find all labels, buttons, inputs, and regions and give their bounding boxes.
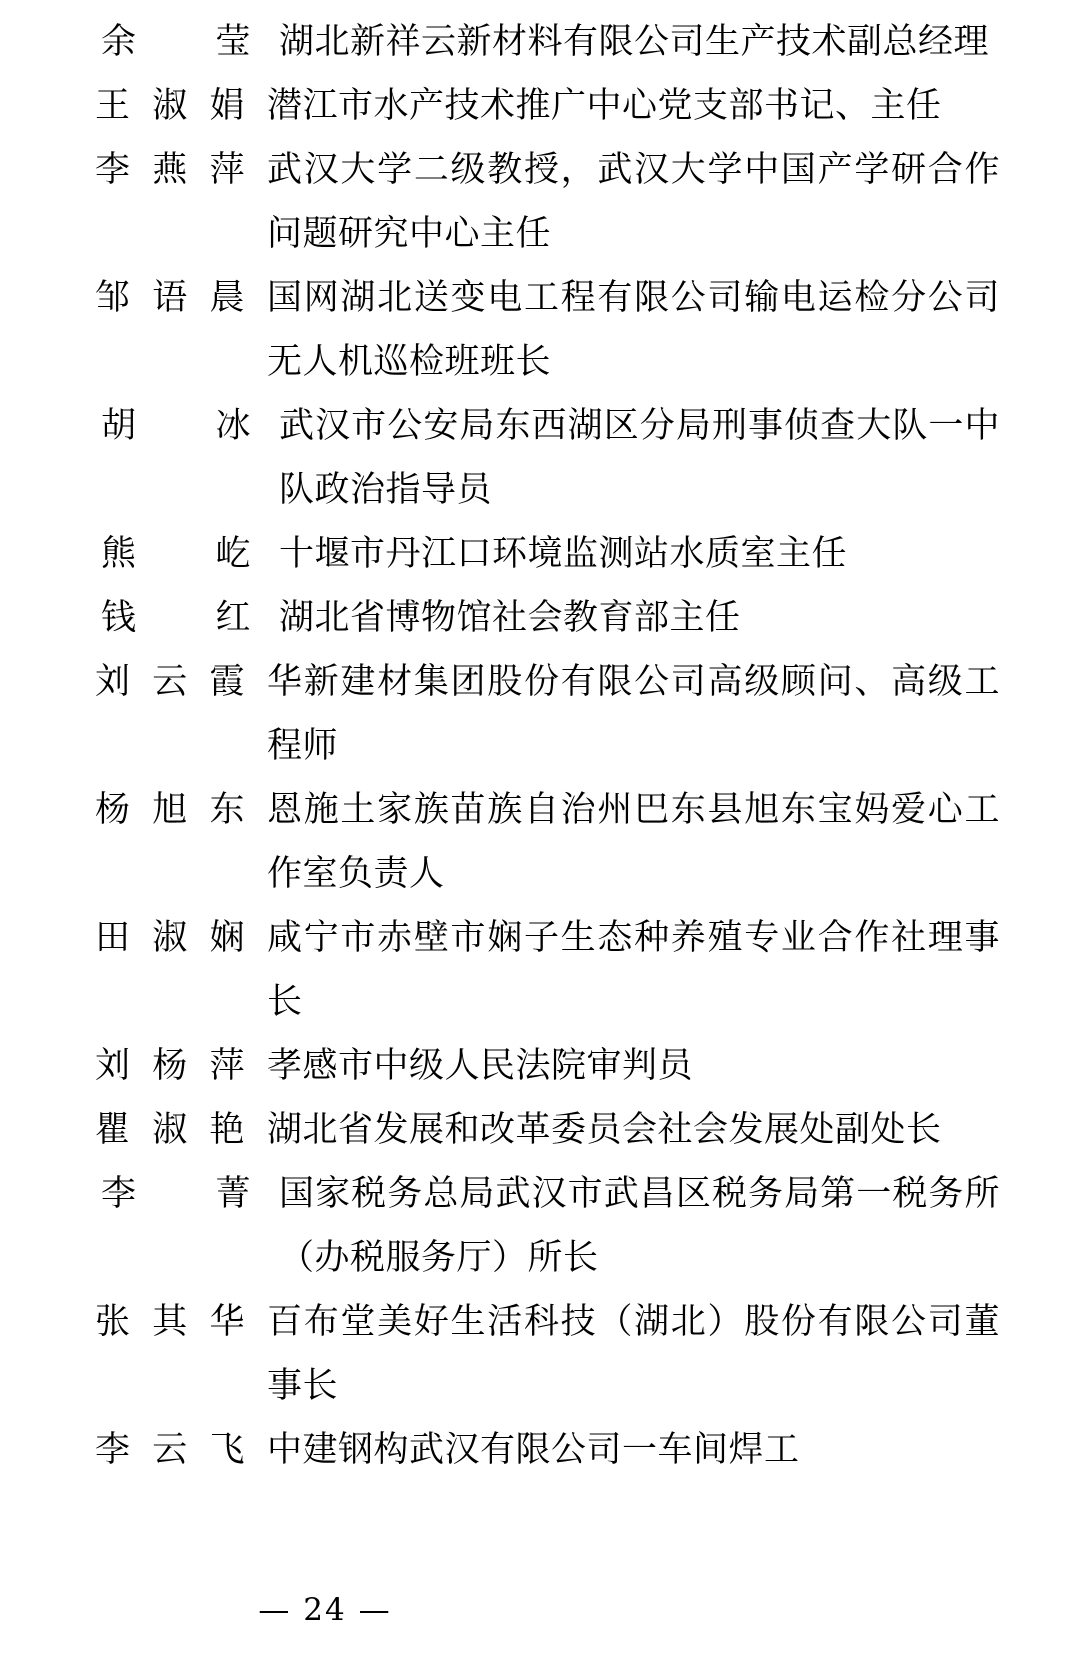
list-item: [95, 1290, 1000, 1418]
page-number: — 24 —: [258, 1592, 392, 1628]
entry-description: 百布堂美好生活科技（湖北）股份有限公司董事长: [267, 1302, 1000, 1406]
entry-description: 中建钢构武汉有限公司一车间焊工: [267, 1430, 800, 1470]
entry-description: 湖北新祥云新材料有限公司生产技术副总经理: [279, 22, 990, 62]
entry-name: 熊 屹: [101, 534, 251, 574]
list-item: [95, 650, 1000, 778]
list-item: [95, 394, 1000, 522]
entry-name: 胡 冰: [101, 406, 251, 446]
page-footer: [0, 1592, 1080, 1628]
list-item: [95, 138, 1000, 266]
list-item: [95, 1098, 1000, 1162]
entry-name: 刘杨萍: [95, 1046, 245, 1086]
list-item: [95, 522, 1000, 586]
entry-description: 恩施土家族苗族自治州巴东县旭东宝妈爱心工作室负责人: [267, 790, 1000, 894]
entry-name: 李云飞: [95, 1430, 245, 1470]
entry-name: 瞿淑艳: [95, 1110, 245, 1150]
entry-description: 武汉市公安局东西湖区分局刑事侦查大队一中队政治指导员: [279, 406, 1000, 510]
entry-description: 国网湖北送变电工程有限公司输电运检分公司无人机巡检班班长: [267, 278, 1000, 382]
entry-description: 咸宁市赤壁市娴子生态种养殖专业合作社理事长: [267, 918, 1000, 1022]
entry-name: 王淑娟: [95, 86, 245, 126]
entry-name: 钱 红: [101, 598, 251, 638]
list-item: [95, 10, 1000, 74]
entry-description: 国家税务总局武汉市武昌区税务局第一税务所（办税服务厅）所长: [279, 1174, 1000, 1278]
list-item: [95, 1418, 1000, 1482]
entry-description: 武汉大学二级教授，武汉大学中国产学研合作问题研究中心主任: [267, 150, 1000, 254]
list-item: [95, 906, 1000, 1034]
entry-description: 湖北省博物馆社会教育部主任: [279, 598, 741, 638]
entry-name: 刘云霞: [95, 662, 245, 702]
entry-name: 李燕萍: [95, 150, 245, 190]
entry-description: 华新建材集团股份有限公司高级顾问、高级工程师: [267, 662, 1000, 766]
entry-name: 余 莹: [101, 22, 251, 62]
entry-name: 李 菁: [101, 1174, 251, 1214]
list-item: [95, 778, 1000, 906]
list-item: [95, 74, 1000, 138]
entry-description: 十堰市丹江口环境监测站水质室主任: [279, 534, 848, 574]
list-item: [95, 266, 1000, 394]
list-item: [95, 586, 1000, 650]
entry-description: 湖北省发展和改革委员会社会发展处副处长: [267, 1110, 942, 1150]
entry-name: 张其华: [95, 1302, 245, 1342]
list-item: [95, 1034, 1000, 1098]
entry-name: 杨旭东: [95, 790, 245, 830]
entry-name: 邹语晨: [95, 278, 245, 318]
entry-description: 孝感市中级人民法院审判员: [267, 1046, 694, 1086]
entry-name: 田淑娴: [95, 918, 245, 958]
entry-description: 潜江市水产技术推广中心党支部书记、主任: [267, 86, 942, 126]
list-item: [95, 1162, 1000, 1290]
